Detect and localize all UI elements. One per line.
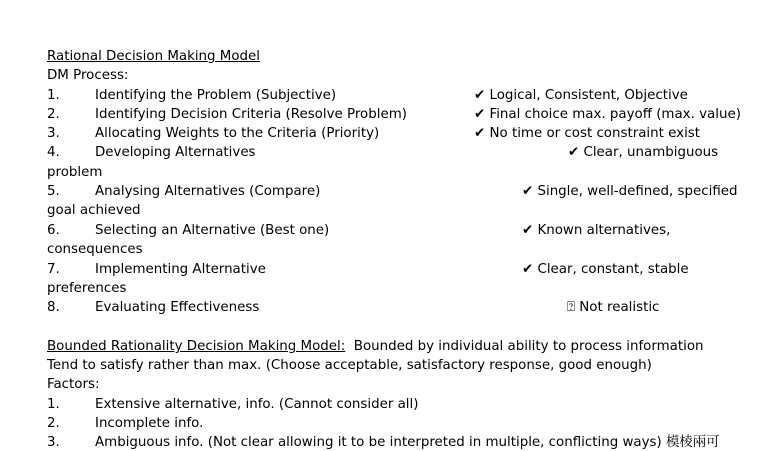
step-4-text: Developing Alternatives	[95, 145, 256, 160]
dm-process-label: DM Process:	[47, 68, 129, 83]
step-1-num: 1.	[47, 88, 60, 103]
assumption-4: ✔ Clear, unambiguous	[568, 145, 719, 160]
assumption-1: ✔ Logical, Consistent, Objective	[474, 88, 688, 103]
step-7-num: 7.	[47, 262, 60, 277]
step-3-num: 3.	[47, 126, 60, 141]
step-6-num: 6.	[47, 223, 60, 238]
assumption-6: ✔ Known alternatives,	[522, 223, 671, 238]
step-6-text: Selecting an Alternative (Best one)	[95, 223, 330, 238]
step-8-num: 8.	[47, 300, 60, 315]
step-1-text: Identifying the Problem (Subjective)	[95, 88, 337, 103]
factor-3-text: Ambiguous info. (Not clear allowing it to be interpreted in multiple, conflicting ways) 模棱兩可	[95, 435, 720, 450]
step-4-num: 4.	[47, 145, 60, 160]
wrap-consequences: consequences	[47, 242, 143, 257]
bounded-satisfice: Tend to satisfy rather than max. (Choose acceptable, satisfactory response, good enough)	[47, 358, 652, 373]
factor-1-num: 1.	[47, 397, 60, 412]
assumption-2: ✔ Final choice max. payoff (max. value)	[474, 107, 741, 122]
step-7-text: Implementing Alternative	[95, 262, 266, 277]
step-3-text: Allocating Weights to the Criteria (Priority)	[95, 126, 380, 141]
bounded-title-suffix: Bounded by individual ability to process information	[345, 339, 704, 354]
factors-label: Factors:	[47, 377, 100, 392]
bounded-title: Bounded Rationality Decision Making Model:	[47, 339, 346, 354]
step-2-text: Identifying Decision Criteria (Resolve Problem)	[95, 107, 407, 122]
step-5-num: 5.	[47, 184, 60, 199]
step-8-text: Evaluating Effectiveness	[95, 300, 260, 315]
assumption-8: ⍰ Not realistic	[567, 300, 660, 315]
factor-1-text: Extensive alternative, info. (Cannot consider all)	[95, 397, 419, 412]
wrap-goal: goal achieved	[47, 203, 141, 218]
assumption-3: ✔ No time or cost constraint exist	[474, 126, 701, 141]
step-5-text: Analysing Alternatives (Compare)	[95, 184, 321, 199]
assumption-7: ✔ Clear, constant, stable	[522, 262, 689, 277]
bounded-title-line	[47, 339, 704, 355]
wrap-problem: problem	[47, 165, 103, 180]
factor-2-num: 2.	[47, 416, 60, 431]
assumption-5: ✔ Single, well-defined, specified	[522, 184, 738, 199]
factor-2-text: Incomplete info.	[95, 416, 204, 431]
wrap-preferences: preferences	[47, 281, 127, 296]
step-2-num: 2.	[47, 107, 60, 122]
factor-3-num: 3.	[47, 435, 60, 450]
rational-title: Rational Decision Making Model	[47, 49, 260, 64]
